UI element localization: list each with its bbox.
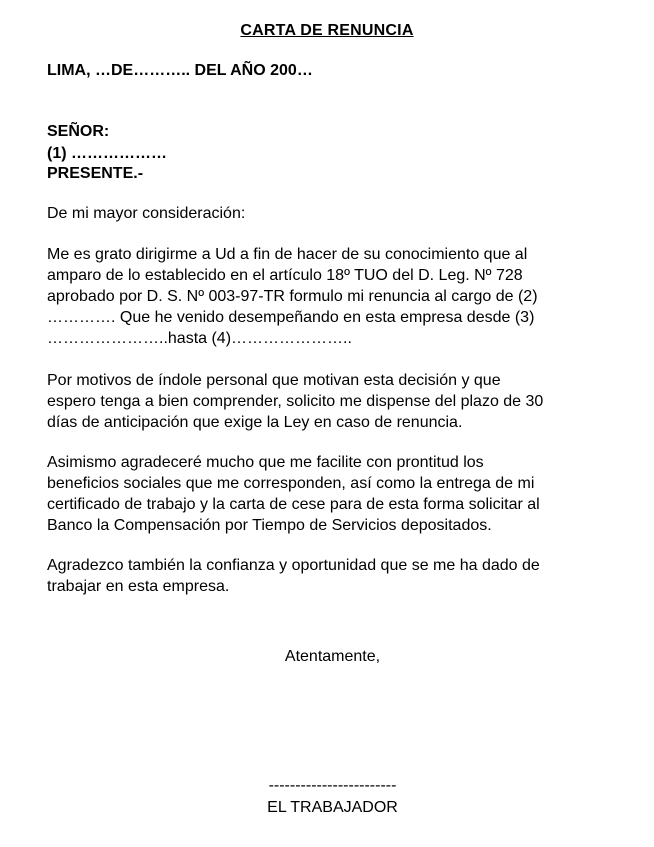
paragraph-benefits [47, 452, 617, 536]
paragraph-line: trabajar en esta empresa. [47, 578, 230, 595]
paragraph-gratitude [47, 555, 617, 597]
paragraph-line: beneficios sociales que me corresponden, así como la entrega de mi [47, 475, 535, 492]
place-date-line: LIMA, …DE……….. DEL AÑO 200… [47, 62, 313, 79]
paragraph-line: amparo de lo establecido en el artículo 18º TUO del D. Leg. Nº 728 [47, 267, 523, 284]
closing: Atentamente, [284, 648, 381, 665]
paragraph-line: Por motivos de índole personal que motivan esta decisión y que [47, 372, 501, 389]
paragraph-reasons [47, 370, 617, 433]
recipient-salutation: SEÑOR: [47, 123, 110, 140]
paragraph-resignation [47, 244, 617, 349]
letter-title: CARTA DE RENUNCIA [240, 22, 414, 39]
paragraph-line: …………………..hasta (4)………………….. [47, 330, 352, 347]
paragraph-line: …………. Que he venido desempeñando en esta empresa desde (3) [47, 309, 535, 326]
signature-label: EL TRABAJADOR [267, 799, 398, 816]
signature-line: ------------------------ [268, 777, 397, 794]
recipient-name-line: (1) ……………… [47, 145, 167, 162]
paragraph-line: Me es grato dirigirme a Ud a fin de hacer de su conocimiento que al [47, 246, 528, 263]
paragraph-line: Agradezco también la confianza y oportunidad que se me ha dado de [47, 557, 540, 574]
paragraph-line: Banco la Compensación por Tiempo de Servicios depositados. [47, 517, 492, 534]
paragraph-line: certificado de trabajo y la carta de cese para de esta forma solicitar al [47, 496, 540, 513]
paragraph-line: Asimismo agradeceré mucho que me facilite con prontitud los [47, 454, 484, 471]
paragraph-line: aprobado por D. S. Nº 003-97-TR formulo mi renuncia al cargo de (2) [47, 288, 538, 305]
paragraph-line: espero tenga a bien comprender, solicito me dispense del plazo de 30 [47, 393, 544, 410]
recipient-presente: PRESENTE.- [47, 165, 144, 182]
greeting: De mi mayor consideración: [47, 205, 246, 222]
paragraph-line: días de anticipación que exige la Ley en caso de renuncia. [47, 414, 463, 431]
